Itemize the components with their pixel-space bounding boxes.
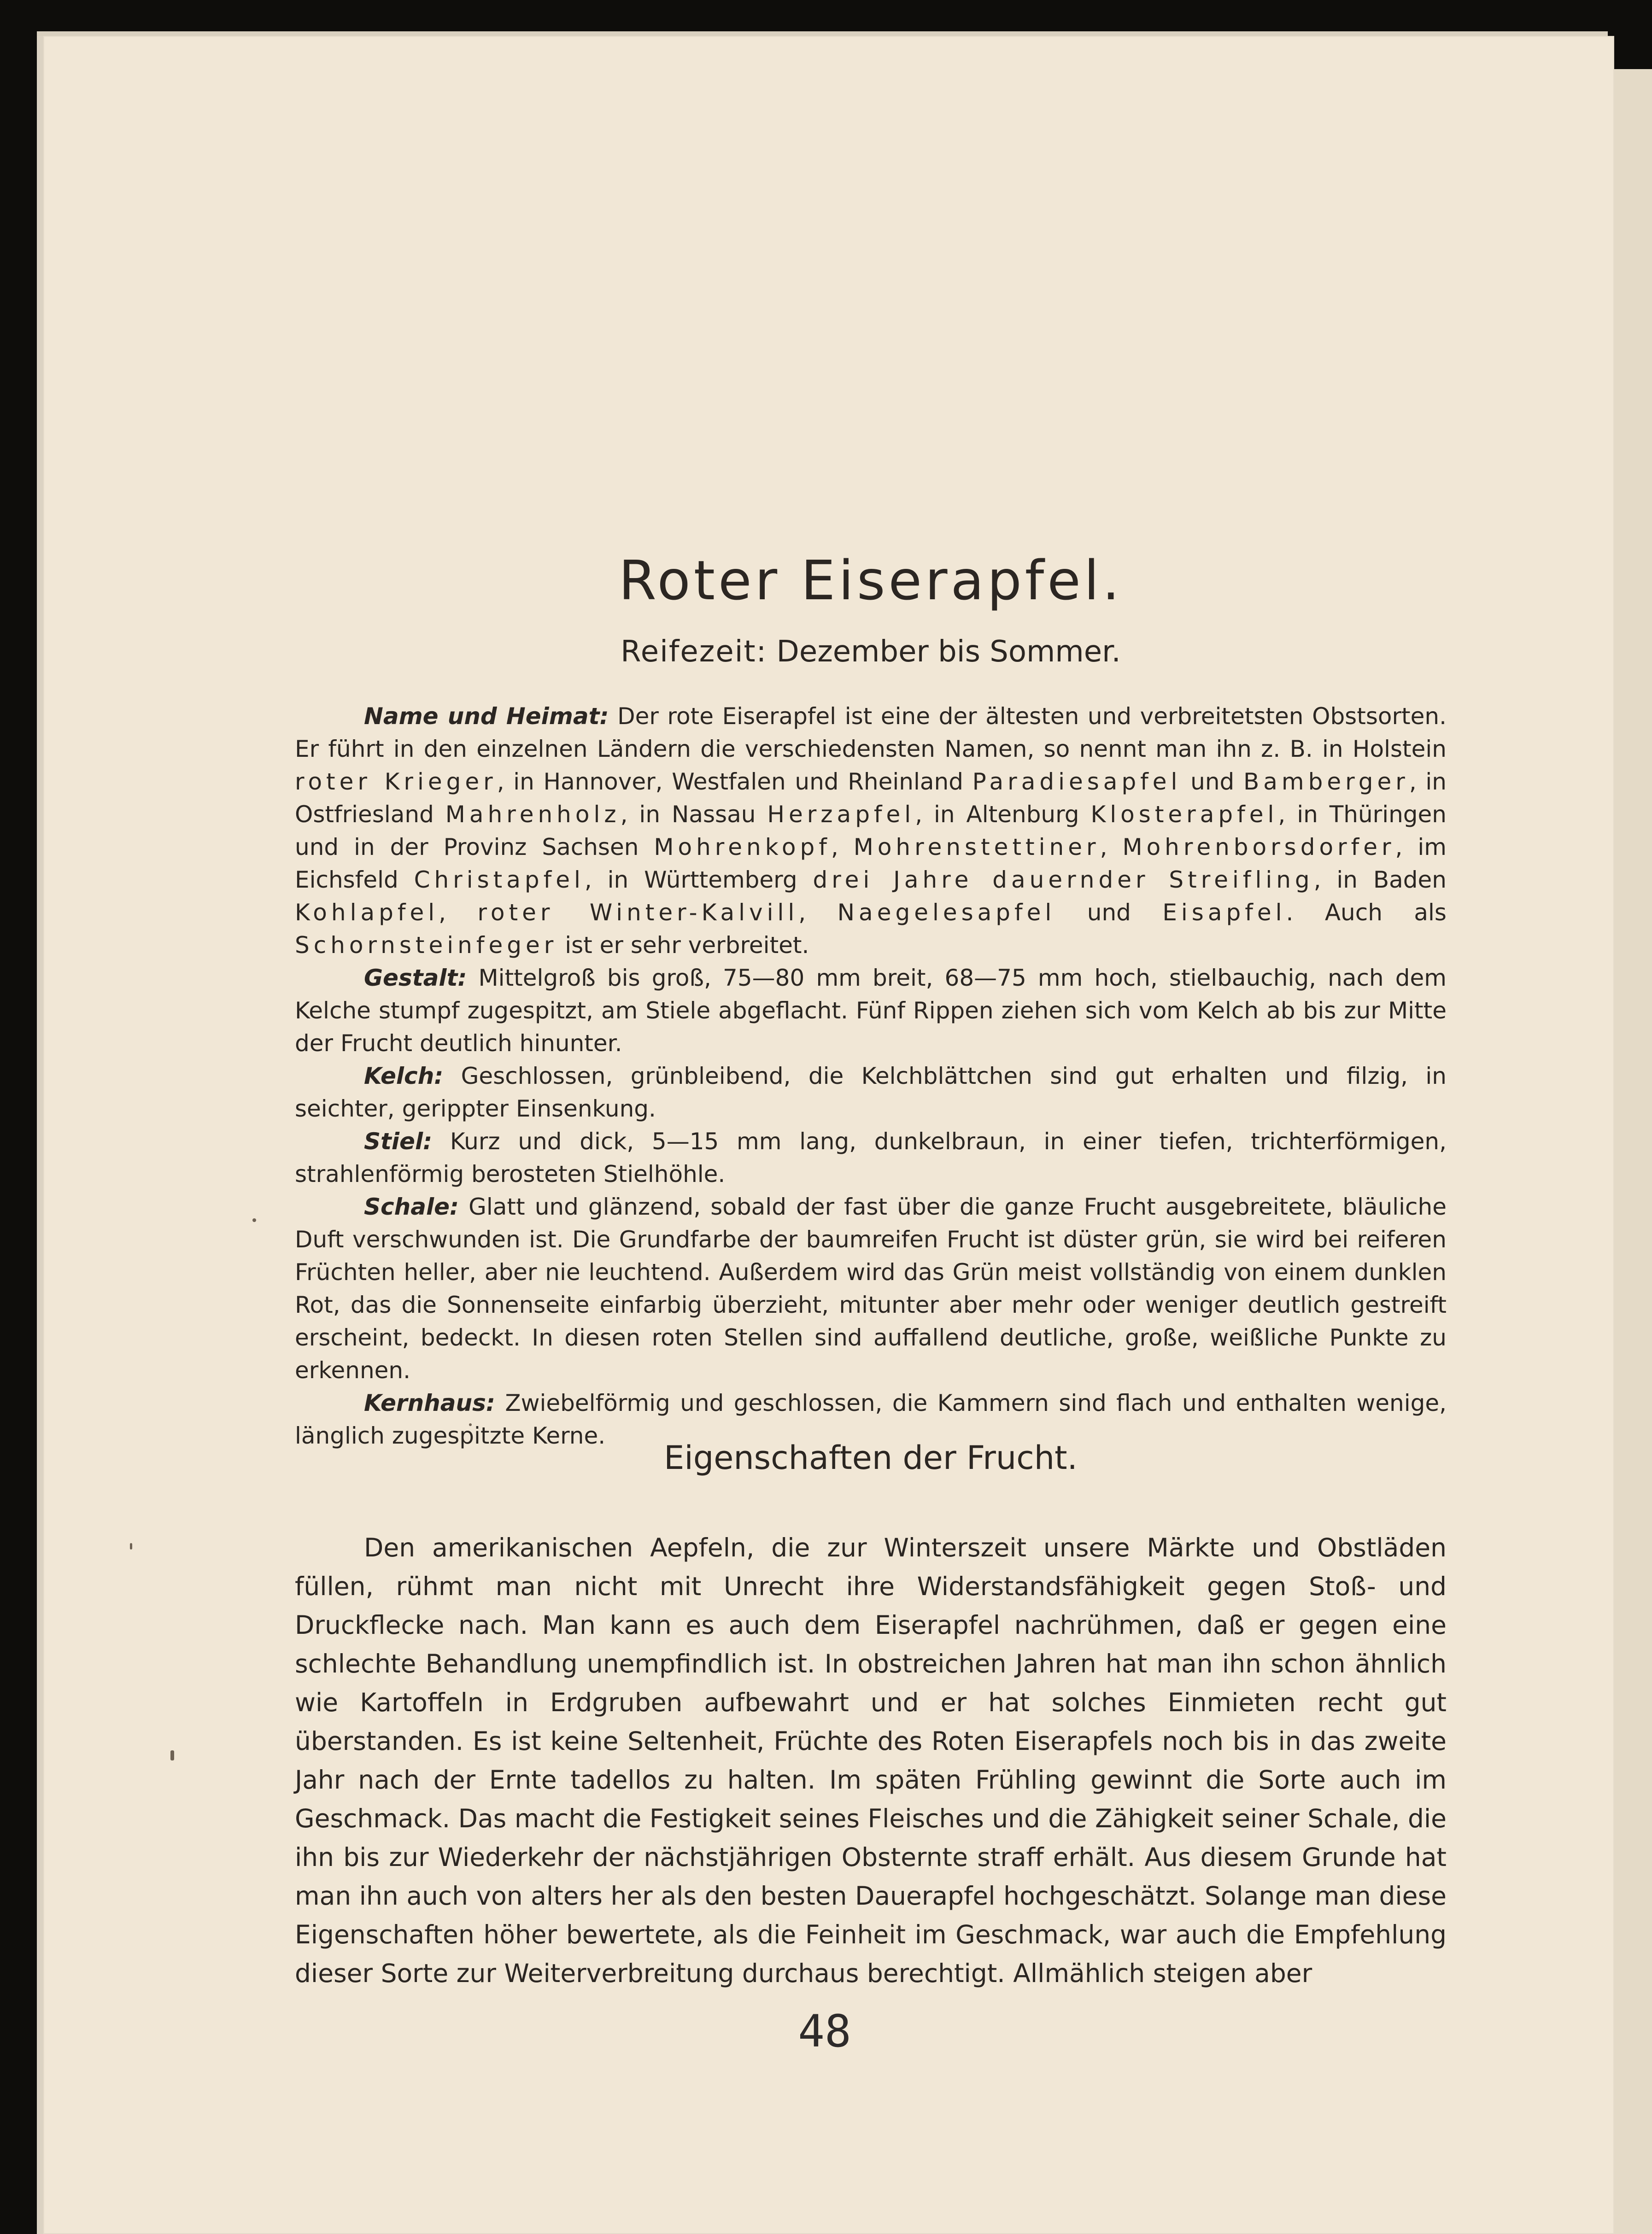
local-name: roter Winter-Kalvill	[477, 899, 799, 926]
local-name: Herzapfel	[767, 801, 915, 828]
text-segment: ,	[831, 834, 838, 860]
ripening-value: Dezember bis Sommer.	[776, 635, 1121, 669]
term-name-heimat: Name und Heimat:	[364, 703, 609, 730]
kelch-text: Geschlossen, grünbleibend, die Kelchblättchen sind gut erhalten und filzig, in seichter, gerippter Einsenkung.	[295, 1063, 1447, 1122]
term-gestalt: Gestalt:	[364, 965, 467, 991]
text-segment: , in Baden	[1313, 866, 1447, 893]
text-segment: und	[1087, 899, 1131, 926]
paper-speck	[170, 1750, 174, 1760]
paragraph-schale	[295, 1191, 1447, 1387]
local-name: Paradiesapfel	[972, 768, 1182, 795]
local-name: Kohlapfel	[295, 899, 439, 926]
text-segment: , in Nassau	[620, 801, 756, 828]
text-segment: ,	[1100, 834, 1107, 860]
body-paragraph: Den amerikanischen Aepfeln, die zur Winterszeit unsere Märkte und Obstläden füllen, rühmt man nicht mit Unrecht ihre Widerstandsfähigkeit gegen Stoß- und Druckflecke nach. Man kann es auch dem Eiserapfel nachrühmen, daß er gegen eine schlechte Behandlung unempfindlich ist. In obstreichen Jahren hat man ihn schon ähnlich wie Kartoffeln in Erdgruben aufbewahrt und er hat solches Einmieten recht gut überstanden. Es ist keine Seltenheit, Früchte des Roten Eiserapfels noch bis in das zweite Jahr nach der Ernte tadellos zu halten. Im späten Frühling gewinnt die Sorte auch im Geschmack. Das macht die Festigkeit seines Fleisches und die Zähigkeit seiner Schale, die ihn bis zur Wiederkehr der nächstjährigen Obsternte straff erhält. Aus diesem Grunde hat man ihn auch von alters her als den besten Dauerapfel hochgeschätzt. Solange man diese Eigenschaften höher bewertete, als die Feinheit im Geschmack, war auch die Empfehlung dieser Sorte zur Weiterverbreitung durchaus berechtigt. Allmählich steigen aber	[295, 1533, 1447, 1988]
local-name: drei Jahre dauernder Streifling	[813, 866, 1314, 893]
gestalt-text: Mittelgroß bis groß, 75—80 mm breit, 68—75 mm hoch, stielbauchig, nach dem Kelche stumpf zugespitzt, am Stiele abgeflacht. Fünf Rippen ziehen sich vom Kelch ab bis zur Mitte der Frucht deutlich hinunter.	[295, 965, 1447, 1057]
text-segment: ,	[439, 899, 446, 926]
text-segment: ,	[798, 899, 806, 926]
text-segment: , in Württemberg	[584, 866, 797, 893]
local-name: Christapfel	[414, 866, 585, 893]
kernhaus-text: Zwiebelförmig und geschlossen, die Kammern sind flach und enthalten wenige, länglich zugespitzte Kerne.	[295, 1390, 1447, 1449]
text-segment: , in Altenburg	[915, 801, 1079, 828]
local-name: roter Krieger	[295, 768, 497, 795]
text-segment: . Auch als	[1286, 899, 1447, 926]
ripening-time	[295, 631, 1447, 673]
text-segment: Der rote Eiserapfel ist eine der ältesten und verbreitetsten Obstsorten. Er führt in den einzelnen Ländern die verschiedensten Namen, so nennt man ihn z. B. in Holstein	[295, 703, 1447, 762]
section-body	[295, 1528, 1447, 1993]
stiel-text: Kurz und dick, 5—15 mm lang, dunkelbraun, in einer tiefen, trichterförmigen, strahlenförmig berosteten Stielhöhle.	[295, 1128, 1447, 1187]
local-name: Naegelesapfel	[837, 899, 1056, 926]
variety-description	[295, 700, 1447, 1452]
section-heading: Eigenschaften der Frucht.	[664, 1439, 1078, 1477]
page-title: Roter Eiserapfel.	[618, 549, 1123, 612]
paragraph-gestalt	[295, 962, 1447, 1060]
term-schale: Schale:	[364, 1193, 459, 1220]
text-segment: und	[1190, 768, 1235, 795]
ripening-label: Reifezeit:	[621, 635, 767, 669]
local-name: Mohrenborsdorfer	[1122, 834, 1395, 860]
term-kernhaus: Kernhaus:	[364, 1390, 495, 1416]
local-name: Mahrenholz	[445, 801, 621, 828]
text-segment: , in Hannover, Westfalen und Rheinland	[497, 768, 963, 795]
local-name: Mohrenstettiner	[853, 834, 1100, 860]
paragraph-kelch	[295, 1060, 1447, 1125]
paragraph-name-heimat	[295, 700, 1447, 962]
paragraph-stiel	[295, 1125, 1447, 1191]
text-segment: , in Ostfriesland	[295, 768, 1447, 828]
local-name: Schornsteinfeger	[295, 932, 558, 959]
term-kelch: Kelch:	[364, 1063, 444, 1089]
local-name: Eisapfel	[1162, 899, 1286, 926]
local-name: Klosterapfel	[1090, 801, 1278, 828]
page-number: 48	[798, 2006, 851, 2057]
text-segment: , in Thüringen und in der Provinz Sachsen	[295, 801, 1447, 860]
schale-text: Glatt und glänzend, sobald der fast über die ganze Frucht ausgebreitete, bläuliche Duft verschwunden ist. Die Grundfarbe der baumreifen Frucht ist düster grün, sie wird bei reiferen Früchten heller, aber nie leuchtend. Außerdem wird das Grün meist vollständig von einem dunklen Rot, das die Sonnenseite einfarbig überzieht, mitunter aber mehr oder weniger deutlich gestreift erscheint, bedeckt. In diesen roten Stellen sind auffallend deutliche, große, weißliche Punkte zu erkennen.	[295, 1193, 1447, 1384]
local-name: Bamberger	[1243, 768, 1409, 795]
text-segment: , im Eichsfeld	[295, 834, 1447, 893]
paper-speck	[252, 1218, 256, 1222]
term-stiel: Stiel:	[364, 1128, 433, 1155]
text-segment: ist er sehr verbreitet.	[565, 932, 809, 959]
local-name: Mohrenkopf	[654, 834, 831, 860]
adjacent-page-edge	[1608, 69, 1652, 2234]
paper-speck	[130, 1543, 132, 1550]
